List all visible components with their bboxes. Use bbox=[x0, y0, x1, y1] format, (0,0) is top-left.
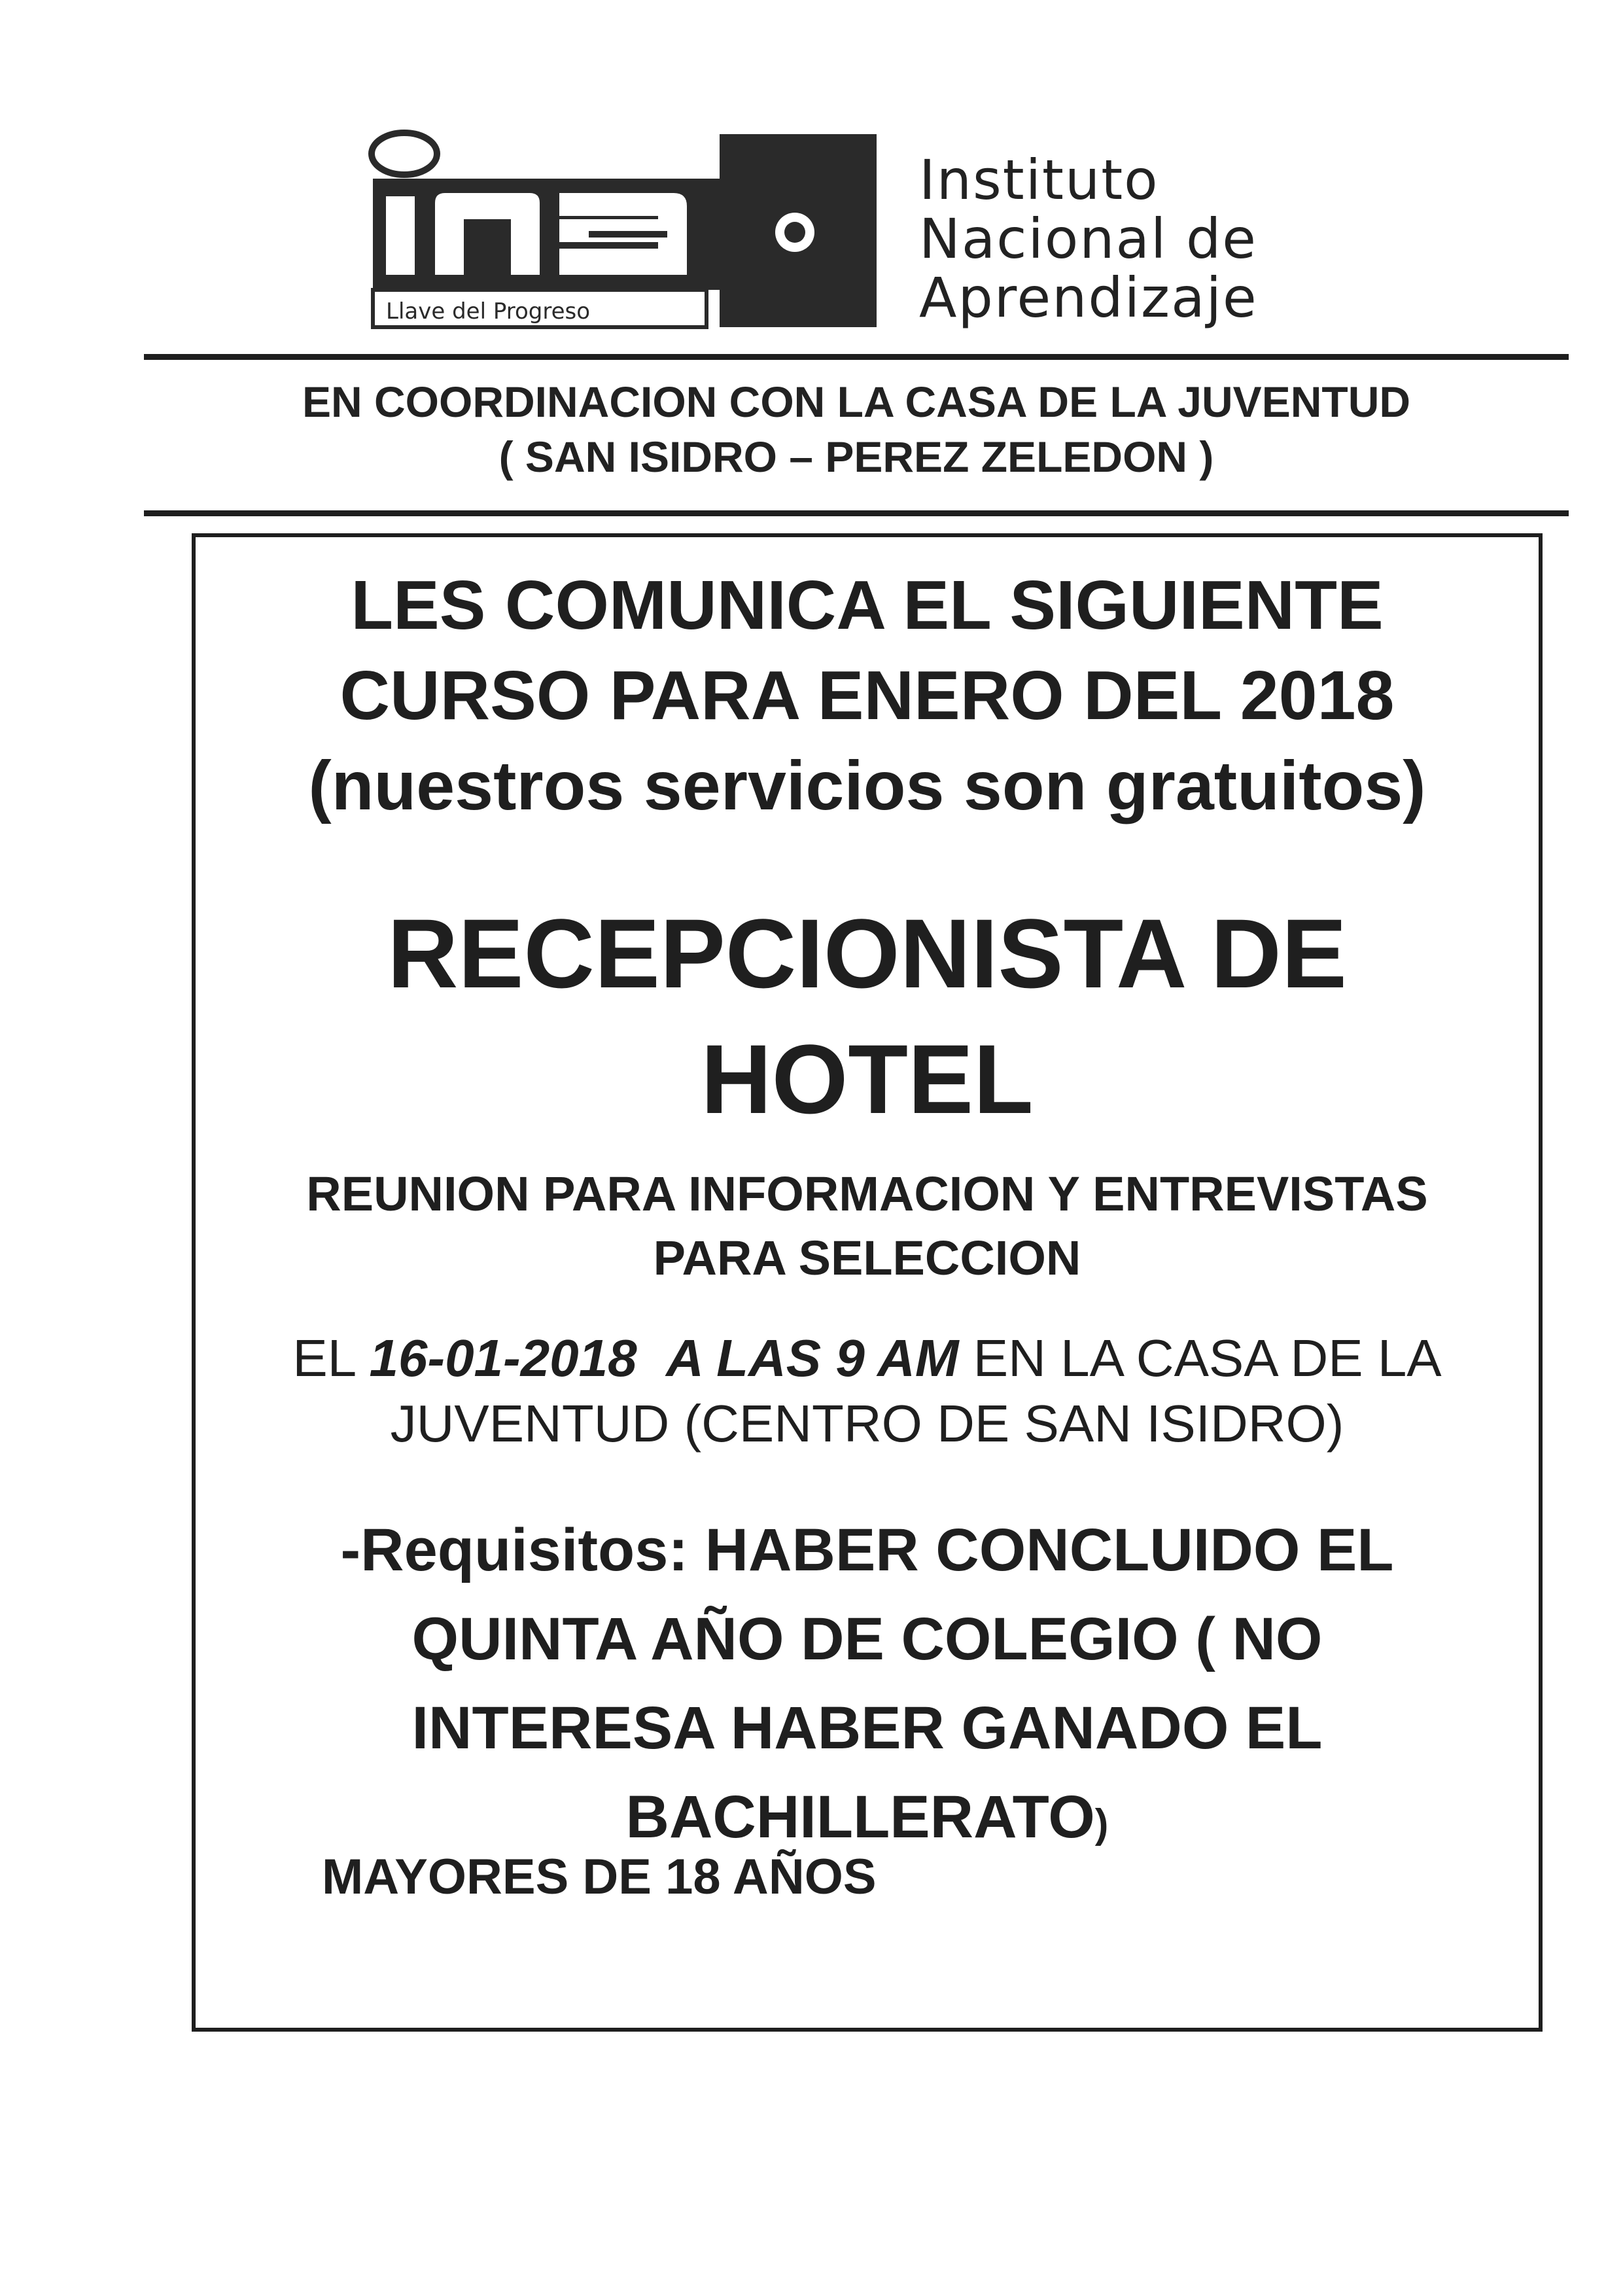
requirements bbox=[196, 1506, 1539, 1869]
institute-name bbox=[919, 148, 1377, 330]
announcement-box bbox=[192, 533, 1543, 2032]
ina-logo bbox=[366, 128, 890, 344]
age-requirement: MAYORES DE 18 AÑOS bbox=[322, 1849, 877, 1905]
intro-line: CURSO PARA ENERO DEL 2018 bbox=[340, 657, 1395, 734]
meeting-date: 16-01-2018 bbox=[369, 1329, 637, 1387]
requirements-last-word: BACHILLERATO bbox=[625, 1784, 1095, 1850]
meeting-schedule bbox=[196, 1326, 1539, 1457]
requirements-line: -Requisitos: HABER CONCLUIDO EL bbox=[340, 1517, 1394, 1583]
meeting-info bbox=[196, 1162, 1539, 1290]
meeting-place: EN LA CASA DE LA bbox=[973, 1329, 1442, 1387]
schedule-line-2: JUVENTUD (CENTRO DE SAN ISIDRO) bbox=[390, 1394, 1344, 1453]
header-divider-bottom bbox=[144, 510, 1569, 516]
meeting-line: REUNION PARA INFORMACION Y ENTREVISTAS bbox=[306, 1167, 1428, 1221]
schedule-line-1 bbox=[196, 1326, 1539, 1391]
logo-tagline: Llave del Progreso bbox=[386, 298, 591, 325]
institute-name-line: Nacional de bbox=[919, 207, 1257, 271]
course-title-line: RECEPCIONISTA DE bbox=[387, 898, 1347, 1008]
header-divider-top bbox=[144, 354, 1569, 360]
intro-line: LES COMUNICA EL SIGUIENTE bbox=[351, 567, 1384, 644]
institute-name-line: Instituto bbox=[919, 148, 1159, 212]
schedule-prefix: EL bbox=[292, 1329, 355, 1387]
coordination-line: EN COORDINACION CON LA CASA DE LA JUVENTUD bbox=[302, 378, 1411, 426]
coordination-line: ( SAN ISIDRO – PEREZ ZELEDON ) bbox=[498, 433, 1214, 481]
coordination-notice bbox=[144, 374, 1569, 484]
course-title bbox=[196, 891, 1539, 1142]
institute-name-line: Aprendizaje bbox=[919, 266, 1258, 330]
meeting-line: PARA SELECCION bbox=[653, 1231, 1081, 1285]
announcement-intro bbox=[196, 560, 1539, 831]
intro-line: (nuestros servicios son gratuitos) bbox=[308, 747, 1426, 824]
requirements-line: INTERESA HABER GANADO EL bbox=[411, 1695, 1323, 1761]
requirements-close-paren: ) bbox=[1094, 1801, 1109, 1846]
requirements-line: QUINTA AÑO DE COLEGIO ( NO bbox=[411, 1606, 1323, 1672]
meeting-time: A LAS 9 AM bbox=[666, 1329, 959, 1387]
course-title-line: HOTEL bbox=[701, 1024, 1034, 1134]
